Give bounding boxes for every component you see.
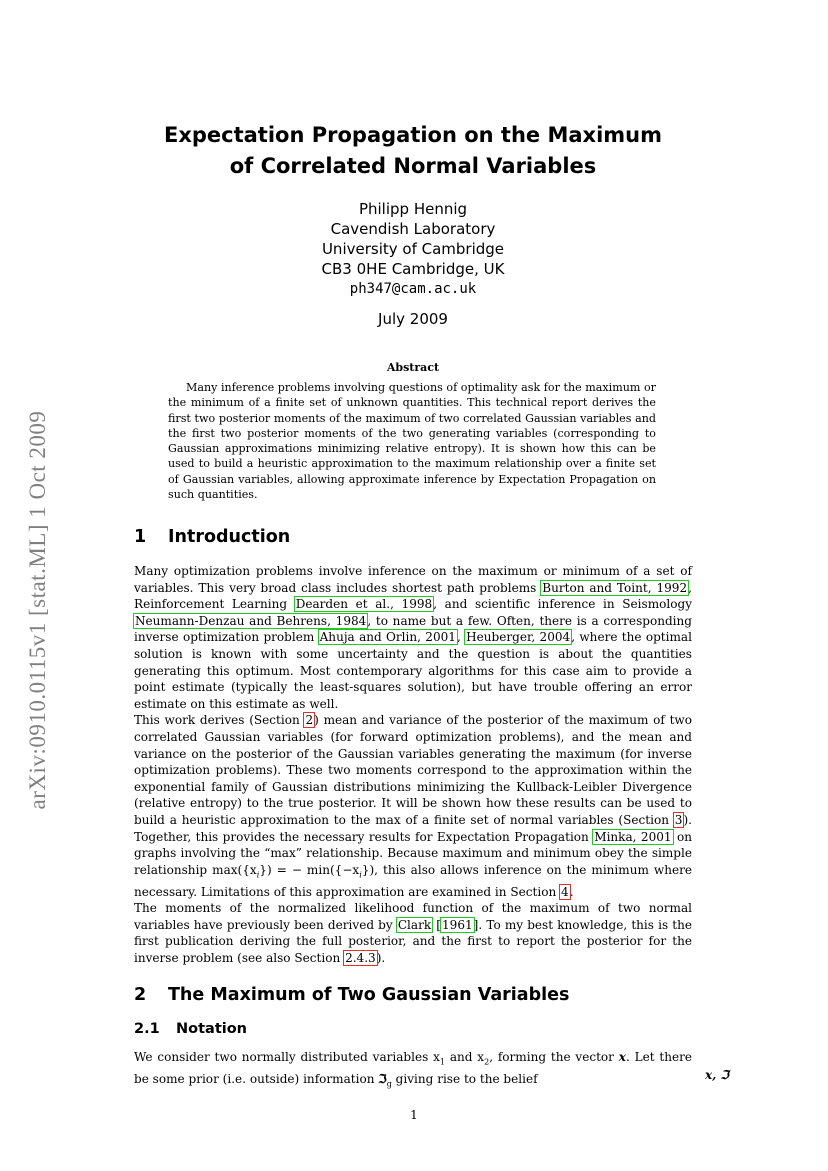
text-span: , where the optimal solution is known with some uncertainty and the question is about the quantities generating this optimum. Most contemporary algorithms for this case aim to provide a point estimate (typically the least-squares solution), but have trouble offering an error estimate on this estimate as well. bbox=[134, 630, 692, 711]
author-email: ph347@cam.ac.uk bbox=[349, 281, 477, 297]
text-span: and x bbox=[445, 1050, 485, 1064]
citation-link[interactable]: Heuberger, 2004 bbox=[466, 630, 571, 645]
section-1-heading bbox=[134, 527, 290, 547]
intro-paragraph-3 bbox=[134, 900, 692, 966]
section-ref-link[interactable]: 4 bbox=[561, 884, 569, 899]
citation-link[interactable]: Ahuja and Orlin, 2001 bbox=[319, 630, 456, 645]
author-address: CB3 0HE Cambridge, UK bbox=[321, 260, 505, 278]
intro-paragraph-2 bbox=[134, 712, 692, 900]
section-2-number: 2 bbox=[134, 985, 147, 1005]
section-ref-link[interactable]: 3 bbox=[674, 812, 683, 827]
margin-note: x, ℑ bbox=[705, 1068, 729, 1082]
citation-link[interactable]: Burton and Toint, 1992 bbox=[542, 580, 688, 595]
math-info-symbol: ℑ bbox=[378, 1072, 387, 1086]
text-span: The moments of the normalized likelihood function of the maximum of two normal variables have previously been derived by bbox=[134, 901, 692, 932]
arxiv-side-stamp: arXiv:0910.0115v1 [stat.ML] 1 Oct 2009 bbox=[25, 410, 50, 810]
author-name: Philipp Hennig bbox=[358, 200, 468, 218]
text-span: , Reinforcement Learning bbox=[134, 580, 692, 612]
math-subscript: 1 bbox=[439, 1057, 446, 1067]
citation-link[interactable]: Dearden et al., 1998 bbox=[295, 597, 433, 612]
citation-link[interactable]: Neumann-Denzau and Behrens, 1984 bbox=[135, 613, 367, 628]
notation-paragraph bbox=[134, 1049, 692, 1093]
title-line-2: of Correlated Normal Variables bbox=[229, 154, 597, 178]
introduction-body bbox=[134, 563, 692, 967]
section-1-title: Introduction bbox=[168, 527, 291, 547]
notation-body bbox=[134, 1049, 692, 1093]
citation-link[interactable]: 1961 bbox=[442, 917, 473, 932]
text-span: , bbox=[456, 630, 466, 645]
text-span: , forming the vector bbox=[489, 1050, 619, 1064]
math-subscript: i bbox=[359, 870, 362, 880]
text-span: . bbox=[569, 884, 574, 899]
text-span: ) mean and variance of the posterior of the maximum of two correlated Gaussian variables (for forward optimization problems), and the mean and variance on the posterior of the Gaussian variables generating the maximum (for inverse optimization problems). These two moments correspond to the approximation within the exponential family of Gaussian distributions minimizing the Kullback-Leibler Divergence (relative entropy) to the true posterior. It will be shown how these results can be used to build a heuristic approximation to the max of a finite set of normal variables (Section bbox=[134, 713, 693, 827]
text-span: ]. To my best knowledge, this is the first publication deriving the full posterior, and the first to report the posterior for the inverse problem (see also Section bbox=[134, 917, 693, 966]
text-span: ). Together, this provides the necessary results for Expectation Propagation bbox=[134, 812, 692, 844]
citation-link[interactable]: Minka, 2001 bbox=[594, 829, 672, 844]
subsection-2-1-heading bbox=[134, 1021, 247, 1037]
citation-link[interactable]: Clark bbox=[397, 917, 432, 932]
section-ref-link[interactable]: 2.4.3 bbox=[345, 951, 376, 966]
section-2-heading bbox=[134, 985, 569, 1005]
subsection-2-1-title: Notation bbox=[176, 1021, 247, 1037]
math-subscript: i bbox=[256, 870, 260, 880]
text-span: Many optimization problems involve inference on the maximum or minimum of a set of variables. This very broad class includes shortest path problems bbox=[134, 564, 692, 595]
math-subscript: g bbox=[386, 1079, 392, 1089]
section-2-title: The Maximum of Two Gaussian Variables bbox=[168, 985, 570, 1005]
text-span: [ bbox=[432, 917, 441, 932]
subsection-2-1-number: 2.1 bbox=[134, 1021, 160, 1037]
author-block bbox=[134, 199, 692, 299]
section-ref-link[interactable]: 2 bbox=[305, 713, 314, 728]
abstract-heading: Abstract bbox=[386, 361, 440, 374]
math-subscript: 2 bbox=[484, 1057, 490, 1067]
text-span: This work derives (Section bbox=[134, 713, 305, 728]
text-span: }) = − min({−x bbox=[259, 862, 360, 877]
author-lab: Cavendish Laboratory bbox=[330, 220, 496, 238]
paper-title bbox=[134, 120, 692, 182]
text-span: . Let there be some prior (i.e. outside) information bbox=[134, 1050, 692, 1086]
page-number: 1 bbox=[410, 1108, 418, 1122]
section-1-number: 1 bbox=[134, 527, 147, 547]
text-span: , and scientific inference in Seismology bbox=[433, 597, 692, 612]
title-line-1: Expectation Propagation on the Maximum bbox=[163, 123, 662, 147]
text-span: We consider two normally distributed variables x bbox=[134, 1050, 440, 1064]
text-span: , to name but a few. Often, there is a corresponding inverse optimization problem bbox=[134, 613, 693, 645]
paper-date: July 2009 bbox=[378, 310, 448, 328]
text-span: }), this also allows inference on the minimum where necessary. Limitations of this approximation are examined in Section bbox=[134, 862, 693, 899]
text-span: ). bbox=[376, 951, 386, 966]
author-university: University of Cambridge bbox=[321, 240, 505, 258]
math-vector-x: x bbox=[618, 1050, 626, 1064]
text-span: on graphs involving the “max” relationship. Because maximum and minimum obey the simple relationship max({x bbox=[134, 829, 693, 877]
text-span: giving rise to the belief bbox=[391, 1072, 538, 1086]
abstract-text: Many inference problems involving questions of optimality ask for the maximum or the minimum of a finite set of unknown quantities. This technical report derives the first two posterior moments of the maximum of two correlated Gaussian variables and the first two posterior moments of the two generating variables (corresponding to Gaussian approximations minimizing relative entropy). It is shown how this can be used to build a heuristic approximation to the maximum relationship over a finite set of Gaussian variables, allowing approximate inference by Expectation Propagation on such quantities. bbox=[168, 381, 656, 502]
intro-paragraph-1 bbox=[134, 563, 692, 712]
